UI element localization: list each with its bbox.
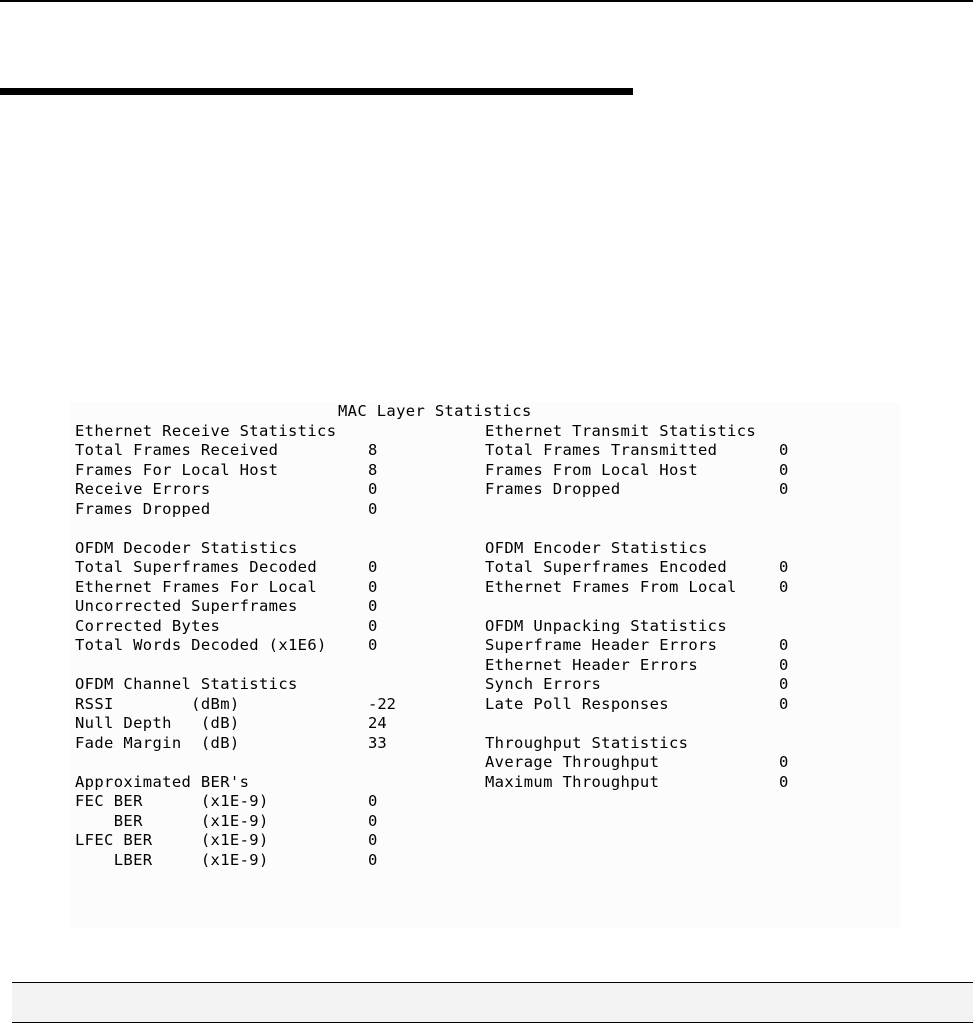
stat-label: Synch Errors	[485, 675, 602, 693]
stat-value: 0	[368, 499, 378, 518]
stat-value: 0	[779, 753, 789, 771]
terminal-title: MAC Layer Statistics	[338, 402, 532, 420]
footer-note-bar	[12, 982, 973, 1023]
stat-label: Maximum Throughput	[485, 772, 660, 791]
stat-value: 0	[779, 675, 789, 693]
stat-value: 0	[779, 694, 789, 713]
stat-label: Ethernet Frames For Local	[75, 577, 318, 596]
stat-label: Total Frames Transmitted	[485, 441, 718, 459]
stat-value: 0	[779, 480, 789, 498]
stat-label: Ethernet Transmit Statistics	[485, 421, 757, 440]
stat-label: OFDM Channel Statistics	[75, 675, 298, 693]
stat-label: Uncorrected Superframes	[75, 597, 298, 615]
stat-label: Superframe Header Errors	[485, 636, 718, 654]
stat-value: 0	[368, 558, 378, 576]
stat-label: Frames For Local Host	[75, 460, 279, 479]
stat-label: Total Words Decoded (x1E6)	[75, 636, 327, 654]
stat-value: 0	[368, 792, 378, 810]
stat-label: Average Throughput	[485, 753, 660, 771]
stat-label: Ethernet Header Errors	[485, 655, 698, 674]
stat-label: BER (x1E-9)	[75, 811, 269, 830]
stat-value: 0	[779, 577, 789, 596]
stat-label: Ethernet Receive Statistics	[75, 421, 337, 440]
stat-value: 0	[368, 831, 378, 849]
stat-label: RSSI (dBm)	[75, 694, 240, 713]
stat-label: Approximated BER's	[75, 772, 250, 791]
stat-label: FEC BER (x1E-9)	[75, 792, 269, 810]
stat-value: 0	[368, 480, 378, 498]
stat-value: 0	[779, 772, 789, 791]
stat-label: Total Superframes Encoded	[485, 558, 728, 576]
stat-label: Null Depth (dB)	[75, 714, 240, 732]
stat-label: Ethernet Frames From Local	[485, 577, 737, 596]
stat-label: Fade Margin (dB)	[75, 733, 240, 752]
stat-value: 0	[779, 460, 789, 479]
stat-value: 24	[368, 714, 387, 732]
stat-label: LFEC BER (x1E-9)	[75, 831, 269, 849]
top-rule	[0, 0, 973, 2]
stat-value: 0	[368, 811, 378, 830]
stat-label: Frames From Local Host	[485, 460, 698, 479]
stat-value: 0	[779, 655, 789, 674]
stat-value: 0	[368, 616, 378, 635]
mac-statistics-terminal	[70, 402, 900, 928]
stat-label: Frames Dropped	[75, 499, 211, 518]
stat-label: Total Frames Received	[75, 441, 279, 459]
stat-value: 0	[368, 577, 378, 596]
stat-label: Total Superframes Decoded	[75, 558, 318, 576]
stat-label: OFDM Decoder Statistics	[75, 538, 298, 557]
stat-label: Corrected Bytes	[75, 616, 221, 635]
stat-label: OFDM Encoder Statistics	[485, 538, 708, 557]
stat-value: 0	[368, 597, 378, 615]
stat-label: LBER (x1E-9)	[75, 850, 269, 869]
stat-value: -22	[368, 694, 396, 713]
stat-value: 33	[368, 733, 387, 752]
stat-value: 0	[368, 636, 378, 654]
stat-value: 0	[368, 850, 378, 869]
stat-label: Receive Errors	[75, 480, 211, 498]
stat-label: Throughput Statistics	[485, 733, 689, 752]
stat-value: 0	[779, 558, 789, 576]
stat-value: 8	[368, 441, 378, 459]
section-heading-bar	[0, 88, 633, 95]
stat-label: OFDM Unpacking Statistics	[485, 616, 728, 635]
stat-value: 0	[779, 636, 789, 654]
stat-label: Frames Dropped	[485, 480, 621, 498]
stat-value: 8	[368, 460, 378, 479]
stat-label: Late Poll Responses	[485, 694, 669, 713]
stat-value: 0	[779, 441, 789, 459]
